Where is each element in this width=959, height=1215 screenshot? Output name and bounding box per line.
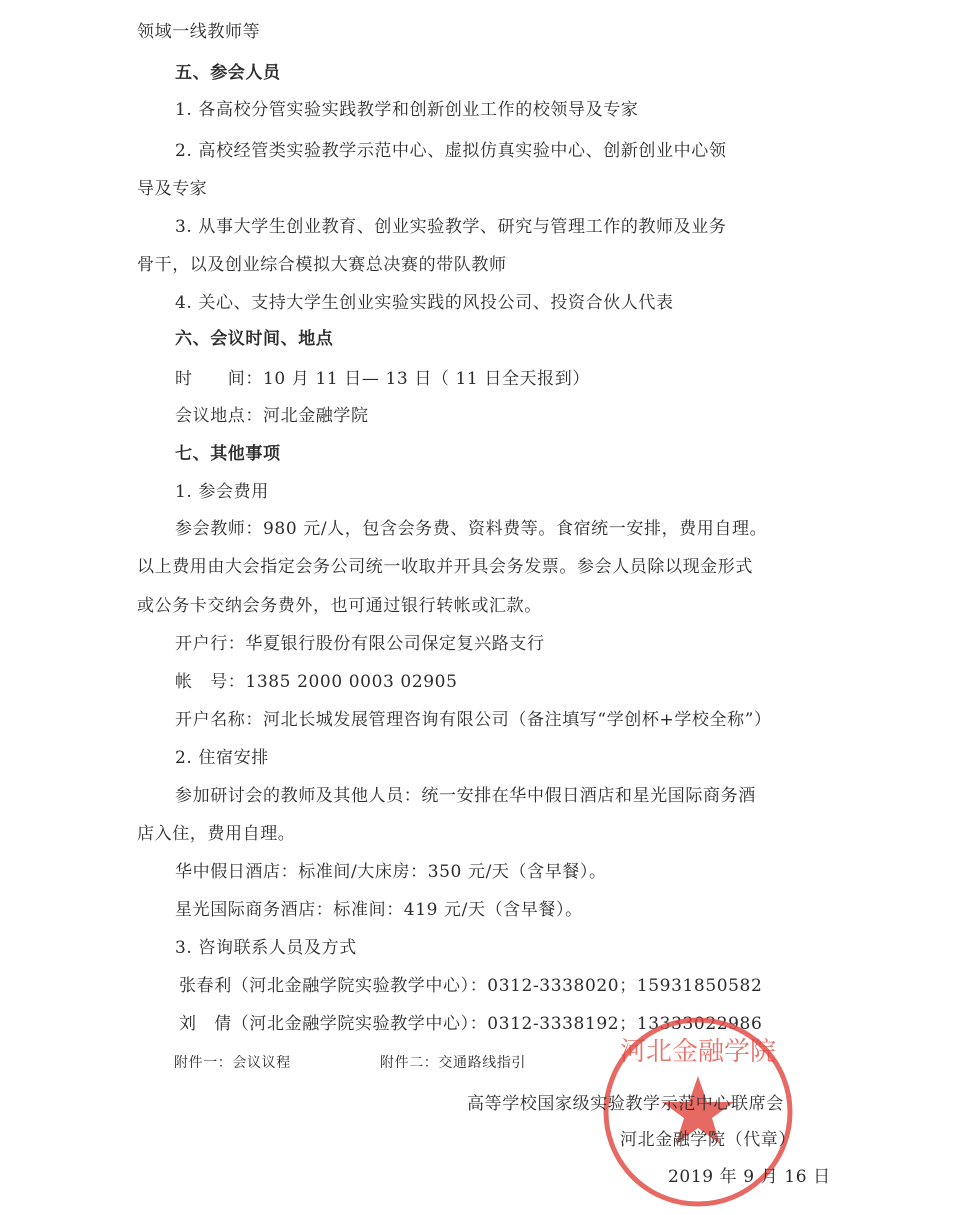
contact-line: 刘 倩（河北金融学院实验教学中心）：0312-3338192；13333022986: [179, 1014, 763, 1034]
section-heading: 七、其他事项: [175, 444, 281, 464]
text-line: 1. 各高校分管实验实践教学和创新创业工作的校领导及专家: [175, 100, 639, 120]
text-line: 星光国际商务酒店：标准间：419 元/天（含早餐）。: [175, 900, 583, 920]
signature-host: 河北金融学院（代章）: [620, 1130, 796, 1150]
attachment-1: 附件一：会议议程: [174, 1055, 291, 1071]
text-line: 开户名称：河北长城发展管理咨询有限公司（备注填写“学创杯+学校全称”）: [175, 710, 772, 730]
text-line: 3. 咨询联系人员及方式: [175, 938, 357, 958]
text-line: 领域一线教师等: [137, 22, 261, 42]
text-line: 店入住，费用自理。: [137, 824, 296, 844]
text-line: 2. 高校经管类实验教学示范中心、虚拟仿真实验中心、创新创业中心领: [175, 141, 727, 161]
section-heading: 六、会议时间、地点: [175, 329, 334, 349]
text-line: 1. 参会费用: [175, 482, 269, 502]
seal-text: 河北金融学院: [619, 1037, 777, 1067]
contact-line: 张春利（河北金融学院实验教学中心）：0312-3338020；15931850582: [179, 976, 763, 996]
text-line: 导及专家: [137, 179, 208, 199]
signature-date: 2019 年 9 月 16 日: [668, 1167, 831, 1187]
text-line: 或公务卡交纳会务费外，也可通过银行转帐或汇款。: [137, 596, 542, 616]
text-line: 骨干，以及创业综合模拟大赛总决赛的带队教师: [137, 255, 507, 275]
text-line: 4. 关心、支持大学生创业实验实践的风投公司、投资合伙人代表: [175, 293, 674, 313]
signature-org: 高等学校国家级实验教学示范中心联席会: [467, 1094, 784, 1114]
text-line: 华中假日酒店：标准间/大床房：350 元/天（含早餐）。: [175, 862, 607, 882]
text-line: 2. 住宿安排: [175, 748, 269, 768]
text-line: 参加研讨会的教师及其他人员：统一安排在华中假日酒店和星光国际商务酒: [175, 786, 756, 806]
text-line: 参会教师：980 元/人，包含会务费、资料费等。食宿统一安排，费用自理。: [175, 519, 768, 539]
text-line: 开户行：华夏银行股份有限公司保定复兴路支行: [175, 634, 545, 654]
text-line: 时 间：10 月 11 日— 13 日（ 11 日全天报到）: [175, 369, 590, 389]
attachment-2: 附件二：交通路线指引: [380, 1055, 526, 1071]
text-line: 帐 号：1385 2000 0003 02905: [175, 672, 458, 692]
text-line: 以上费用由大会指定会务公司统一收取并开具会务发票。参会人员除以现金形式: [137, 557, 753, 577]
text-line: 会议地点：河北金融学院: [175, 406, 369, 426]
section-heading: 五、参会人员: [175, 63, 281, 83]
text-line: 3. 从事大学生创业教育、创业实验教学、研究与管理工作的教师及业务: [175, 217, 727, 237]
